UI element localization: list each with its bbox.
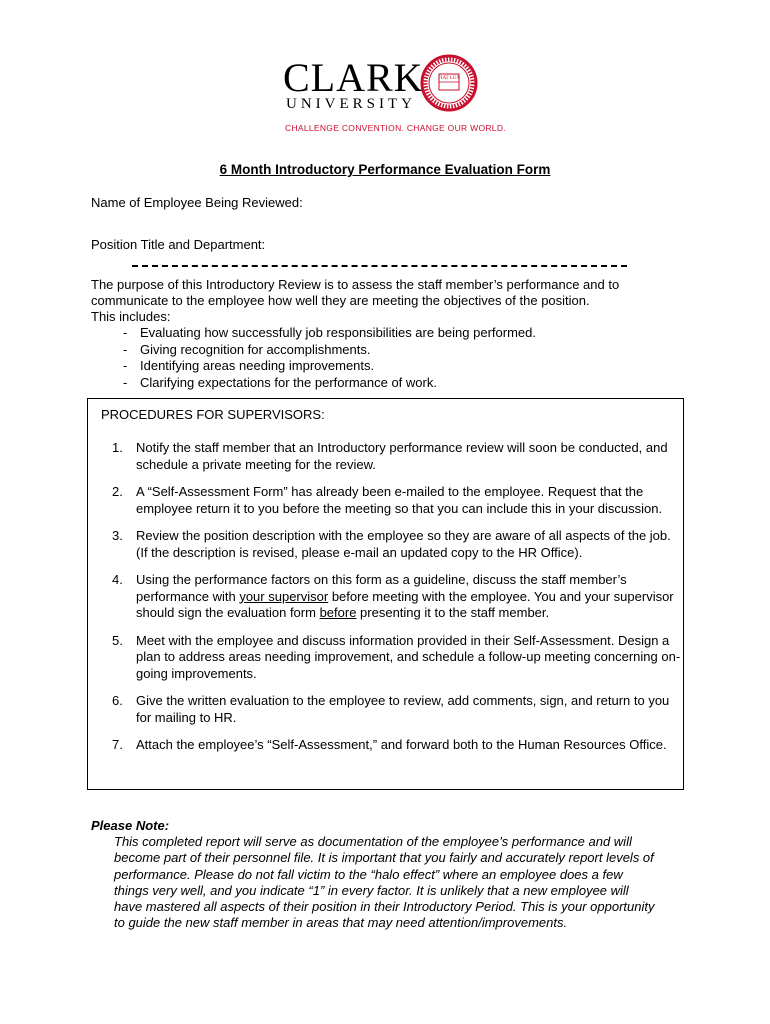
underlined-text: your supervisor bbox=[239, 588, 329, 604]
step-number: 4. bbox=[112, 572, 123, 587]
list-item bbox=[112, 633, 682, 683]
intro-line-1: The purpose of this Introductory Review is to assess the staff member’s performance and to bbox=[91, 277, 620, 292]
note-heading: Please Note: bbox=[91, 818, 170, 833]
intro-line-2: communicate to the employee how well they are meeting the objectives of the position. bbox=[91, 293, 590, 308]
step-number: 7. bbox=[112, 737, 123, 752]
list-item: - Giving recognition for accomplishments. bbox=[123, 342, 536, 359]
step-text bbox=[136, 572, 674, 620]
step-text-part: before meeting with the employee. You and your supervisor should sign the evaluation form bbox=[136, 588, 674, 620]
procedures-heading: PROCEDURES FOR SUPERVISORS: bbox=[101, 407, 325, 422]
list-item: - Clarifying expectations for the performance of work. bbox=[123, 375, 536, 392]
step-text: Attach the employee’s “Self-Assessment,” and forward both to the Human Resources Office. bbox=[136, 737, 667, 752]
logo-clark-wordmark: CLARK bbox=[283, 55, 424, 100]
list-item bbox=[112, 737, 682, 754]
step-number: 5. bbox=[112, 632, 123, 648]
list-item: - Identifying areas needing improvements. bbox=[123, 358, 536, 375]
procedures-steps bbox=[112, 440, 682, 765]
list-item bbox=[112, 440, 682, 473]
step-text: A “Self-Assessment Form” has already been e-mailed to the employee. Request that the employee return it to you before the meeting so that you can include this in your discussion. bbox=[136, 484, 663, 516]
step-text-part: Using the performance factors on this form as a guideline, discuss the staff member’s performance with bbox=[136, 572, 627, 604]
list-item bbox=[112, 572, 682, 622]
dashed-divider bbox=[132, 265, 627, 267]
intro-line-3: This includes: bbox=[91, 309, 171, 324]
step-number: 1. bbox=[112, 440, 123, 455]
step-text: Notify the staff member that an Introductory performance review will soon be conducted, and schedule a private meeting for the review. bbox=[136, 440, 668, 472]
university-seal-icon bbox=[420, 54, 478, 112]
step-text: Review the position description with the employee so they are aware of all aspects of the job. (If the description is revised, please e-mail an updated copy to the HR Office). bbox=[136, 528, 671, 560]
position-label: Position Title and Department: bbox=[91, 237, 266, 252]
seal-motto: FIAT LUX bbox=[438, 76, 460, 81]
step-number: 6. bbox=[112, 693, 123, 708]
list-item bbox=[112, 528, 682, 561]
list-item: - Evaluating how successfully job responsibilities are being performed. bbox=[123, 325, 536, 342]
intro-bullet-list bbox=[123, 325, 536, 391]
list-item bbox=[112, 484, 682, 517]
list-item bbox=[112, 693, 682, 726]
step-number: 2. bbox=[112, 484, 123, 499]
step-text-part: presenting it to the staff member. bbox=[356, 605, 550, 620]
step-number: 3. bbox=[112, 528, 123, 543]
tagline: CHALLENGE CONVENTION. CHANGE OUR WORLD. bbox=[285, 123, 506, 133]
employee-name-label: Name of Employee Being Reviewed: bbox=[91, 195, 303, 210]
note-body: This completed report will serve as documentation of the employee’s performance and will become part of their personnel file. It is important that you fairly and accurately report levels of performance. Please do not fall victim to the “halo effect” where an employee does a few things very well, and you indicate “1” in every factor. It is unlikely that a new employee will have mastered all aspects of their position in their Introductory Period. This is your opportunity to guide the new staff member in areas that may need attention/improvements. bbox=[114, 834, 655, 931]
underlined-text: before bbox=[319, 605, 357, 620]
page-title: 6 Month Introductory Performance Evaluation Form bbox=[219, 162, 551, 177]
logo-university-wordmark: UNIVERSITY bbox=[286, 96, 416, 112]
step-text: Give the written evaluation to the employee to review, add comments, sign, and return to you for mailing to HR. bbox=[136, 693, 670, 725]
step-text: Meet with the employee and discuss information provided in their Self-Assessment. Design a plan to address areas needing improvement, and schedule a follow-up meeting concerning on-going improvements. bbox=[136, 632, 681, 681]
